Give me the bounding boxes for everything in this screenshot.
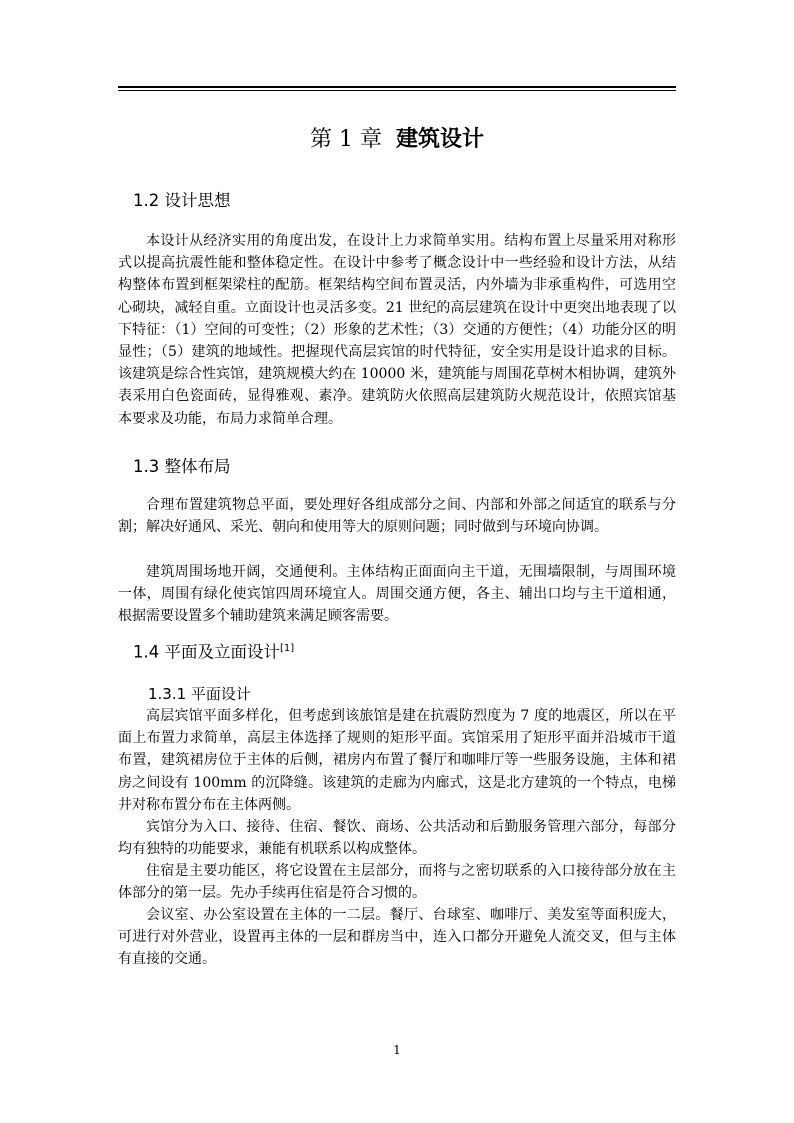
section-heading-overall-layout: 1.3 整体布局 bbox=[133, 457, 231, 476]
paragraph-plan-1: 高层宾馆平面多样化，但考虑到该旅馆是建在抗震防烈度为 7 度的地震区，所以在平面上布置力求简单，高层主体选择了规则的矩形平面。宾馆采用了矩形平面并沿城市干道布置，建筑裙房位于主体的后侧，裙房内布置了餐厅和咖啡厅等一些服务设施，主体和裙房之间设有 100mm 的沉降缝。该建筑的走廊为内廊式，这是北方建筑的一个特点，电梯井对称布置分布在主体两侧。 bbox=[118, 708, 676, 813]
chapter-title-text: 建筑设计 bbox=[395, 127, 484, 152]
paragraph-layout-1: 合理布置建筑物总平面，要处理好各组成部分之间、内部和外部之间适宜的联系与分割；解决好通风、采光、朝向和使用等大的原则问题；同时做到与环境向协调。 bbox=[118, 497, 676, 536]
chapter-number: 第 1 章 bbox=[310, 127, 382, 152]
paragraph-design-idea: 本设计从经济实用的角度出发，在设计上力求简单实用。结构布置上尽量采用对称形式以提高抗震性能和整体稳定性。在设计中参考了概念设计中一些经验和设计方法，从结构整体布置到框架梁柱的配筋。框架结构空间布置灵活，内外墙为非承重构件，可选用空心砌块，减轻自重。立面设计也灵活多变。21 世纪的高层建筑在设计中更突出地表现了以下特征：（1）空间的可变性；（2）形象的艺术性；（3）交通的方便性；（4）功能分区的明显性；（5）建筑的地域性。把握现代高层宾馆的时代特征，安全实用是设计追求的目标。该建筑是综合性宾馆，建筑规模大约在 10000 米，建筑能与周围花草树木相协调，建筑外表采用白色瓷面砖，显得雅观、素净。建筑防火依照高层建筑防火规范设计，依照宾馆基本要求及功能，布局力求简单合理。 bbox=[118, 233, 676, 427]
citation-ref: [1] bbox=[280, 643, 295, 654]
section-heading-plan-elevation bbox=[133, 638, 294, 664]
paragraph-plan-2: 宾馆分为入口、接待、住宿、餐饮、商场、公共活动和后勤服务管理六部分，每部分均有独特的功能要求，兼能有机联系以构成整体。 bbox=[118, 819, 676, 858]
header-rule-thick bbox=[118, 86, 676, 88]
paragraph-plan-4: 会议室、办公室设置在主体的一二层。餐厅、台球室、咖啡厅、美发室等面积庞大，可进行对外营业，设置再主体的一层和群房当中，连入口都分开避免人流交叉，但与主体有直接的交通。 bbox=[118, 907, 676, 968]
chapter-title bbox=[0, 125, 794, 155]
subsection-heading-plan-design: 1.3.1 平面设计 bbox=[148, 685, 251, 703]
page-number: 1 bbox=[393, 1043, 401, 1057]
paragraph-layout-2: 建筑周围场地开阔，交通便利。主体结构正面面向主干道，无围墙限制，与周围环境一体，周围有绿化使宾馆四周环境宜人。周围交通方便，各主、辅出口均与主干道相通，根据需要设置多个辅助建筑来满足顾客需要。 bbox=[118, 564, 676, 625]
header-rule-thin bbox=[118, 90, 676, 91]
section-heading-plan-elevation-text: 1.4 平面及立面设计 bbox=[133, 642, 280, 662]
paragraph-plan-3: 住宿是主要功能区，将它设置在主层部分，而将与之密切联系的入口接待部分放在主体部分的第一层。先办手续再住宿是符合习惯的。 bbox=[118, 863, 676, 902]
section-heading-design-idea: 1.2 设计思想 bbox=[133, 191, 231, 210]
